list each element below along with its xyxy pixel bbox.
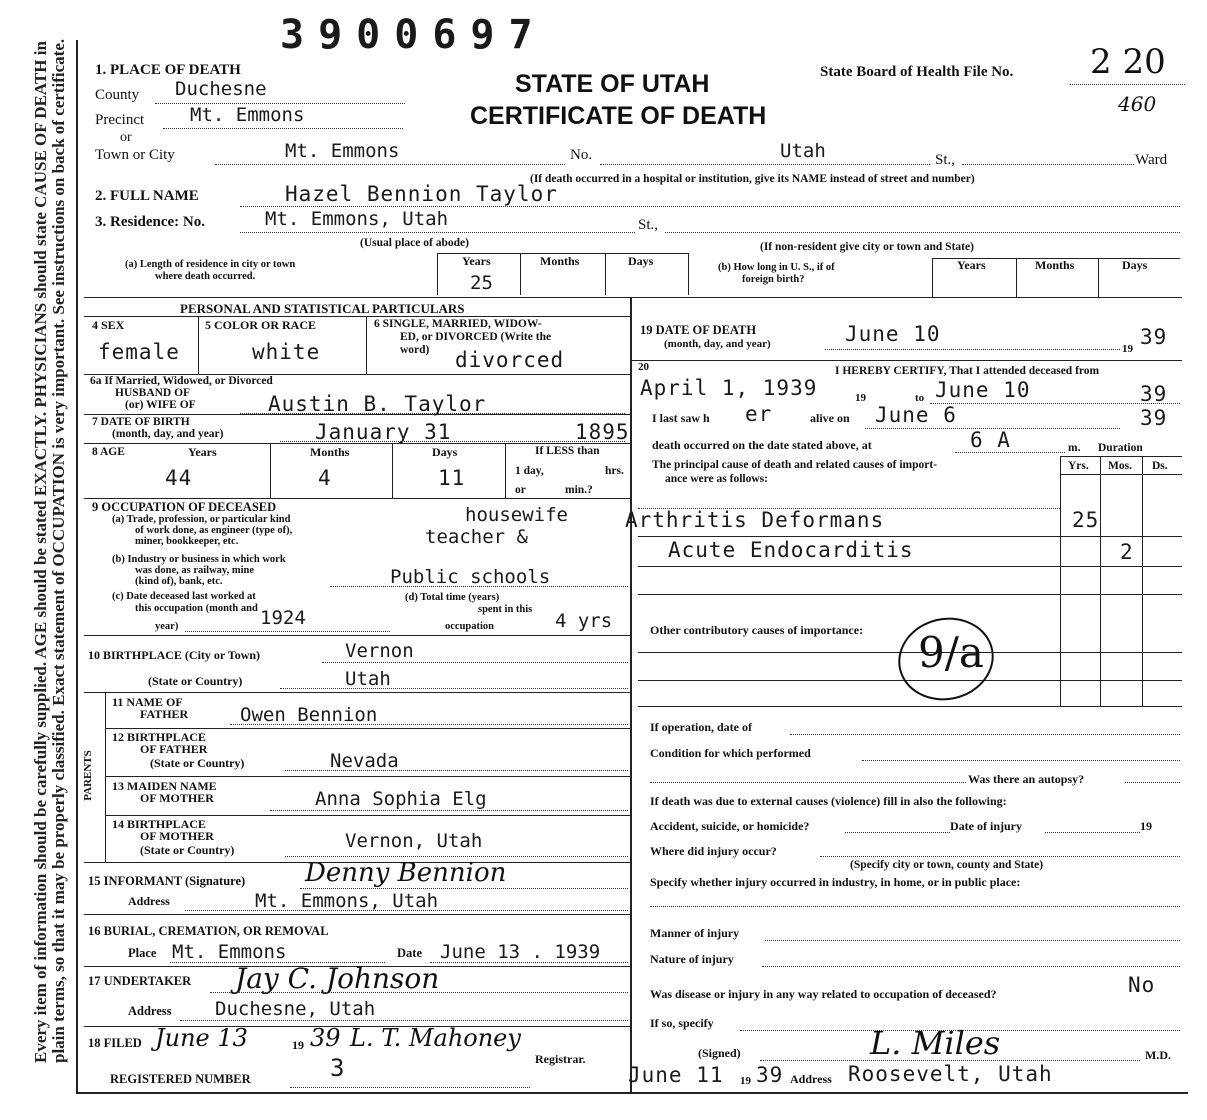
age-one-day: 1 day, [515,465,544,477]
us-months-label: Months [1035,258,1075,272]
certify-text: I HEREBY CERTIFY, That I attended deceased from [835,365,1100,377]
age-min: min.? [565,484,593,496]
informant-label: 15 INFORMANT (Signature) [88,874,246,888]
death-time: 6 A [970,428,1011,452]
occ-a-value-2: teacher & [425,526,528,548]
last-saw-her: er [745,402,773,426]
certificate-number: 3900697 [280,12,547,58]
occ-c-value: 1924 [260,607,306,629]
residence-st-label: St., [638,217,659,233]
last-saw-label: I last saw h [652,411,710,425]
undertaker-address: Duchesne, Utah [215,998,376,1020]
mother-bp-value: Vernon, Utah [345,830,483,852]
alive-on-label: alive on [810,411,850,425]
md-label: M.D. [1145,1048,1171,1062]
birthplace-state: Utah [345,668,391,690]
age-days-label: Days [432,445,458,459]
mother-bp-label-b: OF MOTHER [140,829,214,843]
marital-label-a: 6 SINGLE, MARRIED, WIDOW- [374,318,542,330]
age-or: or [515,484,526,496]
full-name-value: Hazel Bennion Taylor [285,182,558,206]
occ-c-label-1: (c) Date deceased last worked at [112,591,256,602]
occupation-label: 9 OCCUPATION OF DECEASED [92,500,277,514]
birth-label-a: 7 DATE OF BIRTH [92,416,190,428]
m-label: m. [1068,442,1081,454]
undertaker-label: 17 UNDERTAKER [88,974,192,988]
signed-label: (Signed) [698,1046,741,1060]
marital-value: divorced [455,348,565,372]
sex-label: 4 SEX [92,318,125,332]
operation-condition-label: Condition for which performed [650,746,811,760]
occ-b-label-2: was done, as railway, mine [135,565,255,576]
race-label: 5 COLOR OR RACE [205,318,317,332]
precinct-value: Mt. Emmons [190,104,305,126]
county-value: Duchesne [175,78,267,100]
physician-address-label: Address [790,1072,832,1086]
birth-year: 1895 [575,420,630,444]
death-year: 39 [1140,325,1168,349]
where-label: Where did injury occur? [650,844,777,858]
operation-date-label: If operation, date of [650,720,752,734]
birth-value: January 31 [315,420,452,444]
abode-note: (Usual place of abode) [360,237,469,249]
certify-from: April 1, 1939 [640,376,818,400]
cause-label-1: The principal cause of death and related causes of import- [652,459,938,471]
mother-value: Anna Sophia Elg [315,788,487,810]
marital-label-c: word) [400,344,430,356]
or-label: or [120,130,132,145]
last-saw-year: 39 [1140,406,1168,430]
father-label-b: FATHER [140,707,189,721]
margin-instructions: Every item of information should be carefully supplied. AGE should be stated EXACTLY. PHYSICIANS should state CAUSE OF DEATH in plain terms, so that it may be properly classified. Exact statement of OCCUPATION is very important. See instructions on back of certificate. [31,38,68,1063]
marital-label-b: ED, or DIVORCED (Write the [400,331,552,343]
residence-label: 3. Residence: No. [95,214,205,230]
birth-label-b: (month, day, and year) [112,428,224,440]
physician-date: June 11 [628,1063,724,1087]
ward-label: Ward [1135,152,1168,168]
occ-d-label-1: (d) Total time (years) [405,592,500,603]
town-label: Town or City [95,147,175,163]
occ-b-label-1: (b) Industry or business in which work [112,554,286,565]
physician-signature: L. Miles [870,1024,1001,1062]
physician-year-prefix: 19 [740,1075,751,1087]
death-date-label-a: 19 DATE OF DEATH [640,323,757,337]
age-months-label: Months [310,445,350,459]
birthplace-value: Vernon [345,640,414,662]
informant-address-label: Address [128,894,170,908]
file-number: 2 20 [1090,42,1166,82]
injury-date-label: Date of injury [950,819,1022,833]
spouse-label-c: (or) WIFE OF [125,399,196,411]
full-name-label: 2. FULL NAME [95,188,199,204]
spouse-label-b: HUSBAND OF [115,387,191,399]
res-years-value: 25 [470,272,493,294]
father-bp-label-a: 12 BIRTHPLACE [112,730,206,744]
birthplace-state-label: (State or Country) [148,674,243,688]
undertaker-address-label: Address [128,1004,172,1018]
if-so-label: If so, specify [650,1016,714,1030]
burial-label: 16 BURIAL, CREMATION, OR REMOVAL [88,924,329,938]
informant-address: Mt. Emmons, Utah [255,890,439,912]
mother-bp-label-a: 14 BIRTHPLACE [112,817,206,831]
us-years-label: Years [957,258,986,272]
occ-b-value: Public schools [390,566,551,588]
registered-label: REGISTERED NUMBER [110,1072,251,1086]
burial-place-label: Place [128,946,157,960]
other-causes-label: Other contributory causes of importance: [650,623,864,637]
filed-year-prefix: 19 [292,1038,304,1052]
certificate-title: CERTIFICATE OF DEATH [470,102,767,130]
file-annotation: 460 [1118,92,1157,116]
cause-label-2: ance were as follows: [665,473,768,485]
birthplace-label: 10 BIRTHPLACE (City or Town) [88,648,261,662]
street-value: Utah [780,140,826,162]
filed-label: 18 FILED [88,1036,142,1050]
father-label-a: 11 NAME OF [112,695,183,709]
autopsy-label: Was there an autopsy? [968,772,1085,786]
occ-c-label-2: this occupation (month and [135,603,258,614]
undertaker-signature: Jay C. Johnson [235,962,440,995]
age-label: 8 AGE [92,446,125,458]
occ-b-label-3: (kind of), bank, etc. [135,576,223,587]
death-date-value: June 10 [845,322,941,346]
physician-year: 39 [756,1063,784,1087]
occupation-answer: No [1128,973,1156,997]
race-value: white [252,340,321,364]
informant-signature: Denny Bennion [305,858,507,888]
filed-signature: L. T. Mahoney [350,1024,521,1052]
occ-a-label-3: miner, bookkeeper, etc. [135,536,239,547]
county-label: County [95,87,140,103]
nature-label: Nature of injury [650,952,734,966]
certify-to: June 10 [935,378,1031,402]
age-days-value: 11 [438,466,466,490]
nonres-note: (If non-resident give city or town and State) [760,241,974,253]
registered-value: 3 [330,1054,346,1082]
duration-yrs: Yrs. [1068,460,1089,472]
external-heading: If death was due to external causes (violence) fill in also the following: [650,794,1007,808]
parents-label: PARENTS [81,750,94,801]
place-heading: 1. PLACE OF DEATH [95,62,241,78]
registrar-label: Registrar. [535,1052,586,1066]
st-label: St., [935,152,956,168]
death-year-prefix: 19 [1122,343,1133,355]
age-hrs: hrs. [605,465,624,477]
res-months-label: Months [540,254,580,268]
state-title: STATE OF UTAH [515,70,710,98]
filed-date: June 13 [155,1024,248,1052]
precinct-label: Precinct [95,112,145,128]
where-note: (Specify city or town, county and State) [850,859,1044,871]
us-label-a: (b) How long in U. S., if of [718,262,835,273]
occ-d-label-2: spent in this [478,604,533,615]
age-years-value: 44 [165,466,193,490]
duration-ds: Ds. [1152,460,1168,472]
occurred-label: death occurred on the date stated above, at [652,438,872,452]
last-saw-date: June 6 [875,403,957,427]
cause-2-mos: 2 [1120,540,1134,564]
specify-label: Specify whether injury occurred in industry, in home, or in public place: [650,875,1021,889]
cause-1-yrs: 25 [1072,508,1100,532]
occ-a-value-1: housewife [465,504,568,526]
length-label-a: (a) Length of residence in city or town [125,259,296,270]
file-number-label: State Board of Health File No. [820,64,1014,80]
burial-date-label: Date [397,946,422,960]
cause-2: Acute Endocarditis [668,538,914,562]
length-label-b: where death occurred. [155,271,256,282]
occ-a-label-1: (a) Trade, profession, or particular kind [112,514,291,525]
duration-mos: Mos. [1108,460,1132,472]
filed-year: 39 [310,1024,341,1052]
certify-year: 39 [1140,382,1168,406]
certify-to-label: to [915,392,925,404]
res-years-label: Years [462,254,491,268]
father-bp-value: Nevada [330,750,399,772]
occ-c-label-3: year) [155,621,179,632]
mother-label-b: OF MOTHER [140,791,214,805]
certify-num: 20 [638,361,649,373]
cause-1: Arthritis Deformans [625,508,885,532]
sex-value: female [98,340,180,364]
mother-bp-label-c: (State or Country) [140,843,235,857]
accident-label: Accident, suicide, or homicide? [650,819,810,833]
mother-label-a: 13 MAIDEN NAME [112,779,217,793]
personal-heading: PERSONAL AND STATISTICAL PARTICULARS [180,301,465,316]
no-label: No. [570,147,593,163]
hospital-note: (If death occurred in a hospital or institution, give its NAME instead of street and number) [530,173,975,185]
age-years-label: Years [188,445,217,459]
res-days-label: Days [628,254,654,268]
burial-place: Mt. Emmons [172,941,287,963]
us-days-label: Days [1122,258,1148,272]
manner-label: Manner of injury [650,926,740,940]
occ-a-label-2: of work done, as engineer (type of), [135,525,293,536]
age-less-label: If LESS than [535,445,600,457]
death-date-label-b: (month, day, and year) [664,338,771,350]
spouse-value: Austin B. Taylor [268,392,487,416]
occupation-question: Was disease or injury in any way related to occupation of deceased? [650,987,997,1001]
duration-label: Duration [1098,442,1143,454]
occ-d-value: 4 yrs [555,610,613,632]
occ-d-label-3: occupation [445,621,495,632]
stamp-code: 9/a [918,628,984,677]
spouse-label-a: 6a If Married, Widowed, or Divorced [90,375,273,387]
town-value: Mt. Emmons [285,140,400,162]
physician-address: Roosevelt, Utah [848,1062,1053,1086]
father-bp-label-b: OF FATHER [140,742,208,756]
father-value: Owen Bennion [240,704,378,726]
injury-year: 19 [1140,819,1152,833]
us-label-b: foreign birth? [742,274,805,285]
age-months-value: 4 [318,466,332,490]
father-bp-label-c: (State or Country) [150,756,245,770]
burial-date: June 13 . 1939 [440,941,601,963]
residence-value: Mt. Emmons, Utah [265,208,449,230]
certify-nineteen: 19 [855,392,866,404]
